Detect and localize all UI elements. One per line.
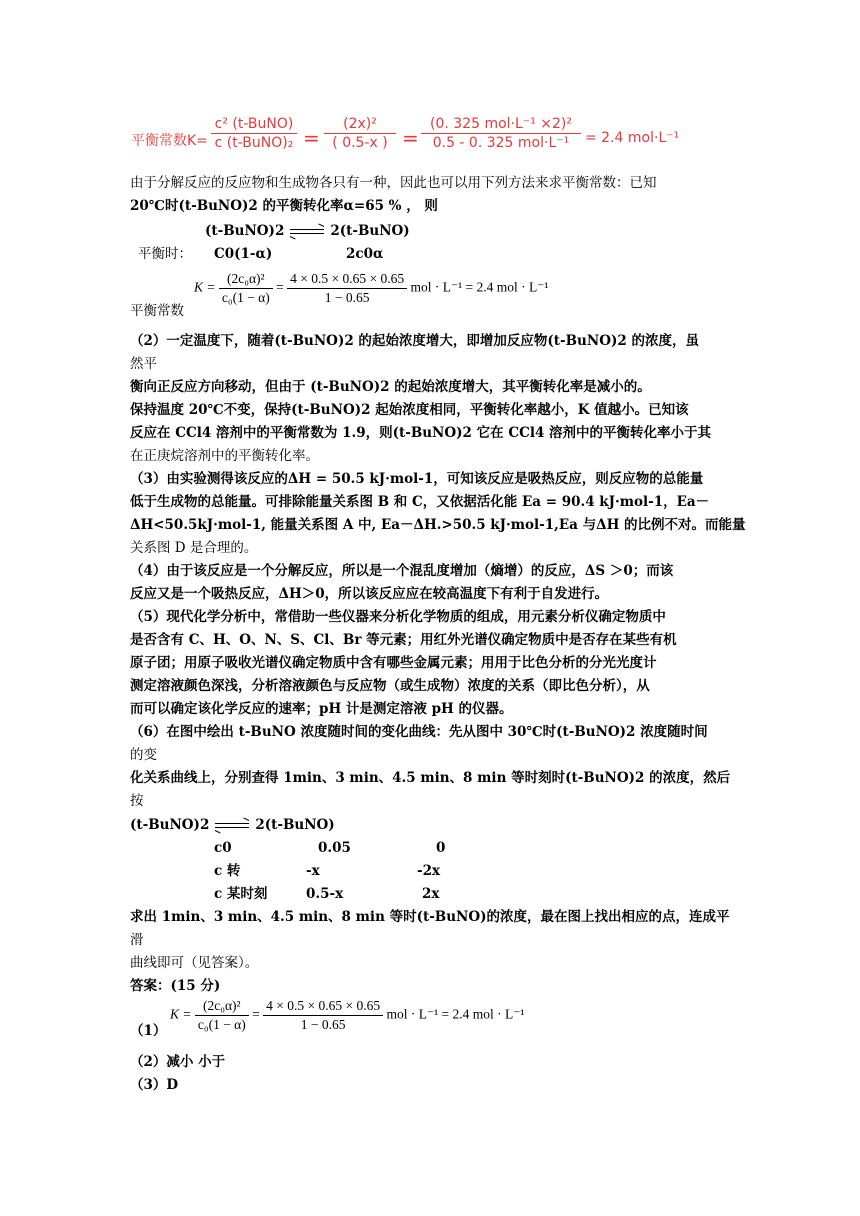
numerator: (2c₀α)² — [195, 997, 249, 1016]
fraction-3 — [421, 116, 581, 151]
paragraph-line: 20℃时(t-BuNO)2 的平衡转化率α=65 % ， 则 — [130, 198, 438, 214]
denominator: c₀(1 − α) — [197, 1017, 246, 1032]
paragraph-line: （5）现代化学分析中，常借助一些仪器来分析化学物质的组成，用元素分析仪确定物质中 — [130, 609, 666, 625]
denominator: 1 − 0.65 — [300, 1017, 346, 1032]
equals-sign: = — [303, 126, 320, 150]
table-row-label: c 某时刻 — [214, 886, 268, 902]
fraction-2-denominator: ( 0.5-x ) — [332, 135, 388, 151]
k-label: 平衡常数 — [130, 303, 184, 319]
equilibrium-constant-equation-image — [131, 113, 691, 165]
equation-result: = 2.4 mol·L⁻¹ — [585, 130, 680, 146]
paragraph-line: 反应又是一个吸热反应，ΔH＞0，所以该反应应在较高温度下有利于自发进行。 — [130, 586, 609, 602]
answer-1-formula: K = $\frac{\text{(2c₀α)²}}{\text{c₀(1 − α)}}$ = $\frac{4 \times 0.5 \times 0.65 \times 0.65}{1 - 0.65}$ mol · L⁻¹ = 2.4 mol · L⁻¹ — [170, 998, 525, 1032]
paragraph-line: （4）由于该反应是一个分解反应，所以是一个混乱度增加（熵增）的反应，ΔS ＞0；而该 — [130, 563, 674, 579]
paragraph-line: 按 — [130, 793, 144, 809]
k-fraction-numeric — [263, 997, 383, 1034]
k-result: mol · L⁻¹ = 2.4 mol · L⁻¹ — [386, 1006, 525, 1022]
paragraph-line: 求出 1min、3 min、4.5 min、8 min 等时(t-BuNO)的浓度，最在图上找出相应的点，连成平 — [130, 909, 730, 925]
paragraph-line: 是否含有 C、H、O、N、S、Cl、Br 等元素；用红外光谱仪确定物质中是否存在某些有机 — [130, 632, 677, 648]
paragraph-line: 原子团；用原子吸收光谱仪确定物质中含有哪些金属元素；用用于比色分析的分光光度计 — [130, 655, 657, 671]
answer-2: （2）减小 小于 — [130, 1054, 226, 1070]
fraction-3-numerator: (0. 325 mol·L⁻¹ ×2)² — [421, 116, 581, 134]
k-symbol: K = — [170, 1006, 192, 1022]
paragraph-line: 而可以确定该化学反应的速率；pH 计是测定溶液 pH 的仪器。 — [130, 701, 513, 717]
k-fraction-symbolic — [195, 997, 249, 1034]
table-cell: 0.05 — [318, 840, 351, 856]
answer-1-label: （1） — [130, 1023, 167, 1039]
paragraph-line: 曲线即可（见答案）。 — [130, 955, 259, 971]
paragraph-line: 反应在 CCl4 溶剂中的平衡常数为 1.9，则(t-BuNO)2 它在 CCl4 溶剂中的平衡转化率小于其 — [130, 425, 712, 441]
table-cell: 0.5-x — [306, 886, 344, 902]
paragraph-line: （3）由实验测得该反应的ΔH = 50.5 kJ·mol-1，可知该反应是吸热反应，则反应物的总能量 — [130, 471, 704, 487]
k-fraction-symbolic — [219, 270, 273, 307]
paragraph-line: 衡向正反应方向移动，但由于 (t-BuNO)2 的起始浓度增大，其平衡转化率是减小的。 — [130, 379, 651, 395]
fraction-2 — [324, 116, 396, 151]
paragraph-line: （6）在图中绘出 t-BuNO 浓度随时间的变化曲线：先从图中 30℃时(t-BuNO)2 浓度随时间 — [130, 724, 708, 740]
table-row-label: c0 — [214, 840, 232, 856]
paragraph-line: 保持温度 20℃不变，保持(t-BuNO)2 起始浓度相同，平衡转化率越小，K 值越小。已知该 — [130, 402, 689, 418]
paragraph-line: 化关系曲线上，分别查得 1min、3 min、4.5 min、8 min 等时刻时(t-BuNO)2 的浓度，然后 — [130, 770, 731, 786]
answer-heading: 答案：(15 分) — [130, 978, 221, 994]
product: 2(t-BuNO) — [255, 817, 335, 833]
paragraph-line: 测定溶液颜色深浅，分析溶液颜色与反应物（或生成物）浓度的关系（即比色分析），从 — [130, 678, 650, 694]
equilibrium-arrow-icon — [290, 227, 324, 237]
answer-3: （3）D — [130, 1077, 179, 1093]
table-cell: 2x — [422, 886, 440, 902]
paragraph-line: 然平 — [130, 356, 157, 372]
equation-label: 平衡常数K= — [131, 133, 208, 149]
paragraph-line: 由于分解反应的反应物和生成物各只有一种，因此也可以用下列方法来求平衡常数：已知 — [130, 175, 657, 191]
equilibrium-row — [138, 243, 192, 266]
paragraph-line: 在正庚烷溶剂中的平衡转化率。 — [130, 448, 319, 464]
paragraph-line: 的变 — [130, 747, 157, 763]
table-row-label: c 转 — [214, 863, 241, 879]
equilibrium-arrow-icon — [215, 821, 249, 831]
fraction-2-numerator: (2x)² — [324, 116, 396, 134]
paragraph-line: 关系图 D 是合理的。 — [130, 540, 258, 556]
k-formula-1: K = $\frac{\text{(2c₀α)²}}{\text{c₀(1 − α)}}$ = $\frac{4 \times 0.5 \times 0.65 \times 0.65}{1 - 0.65}$ mol · L⁻¹ = 2.4 mol · L⁻¹ — [194, 271, 549, 305]
k-result: mol · L⁻¹ = 2.4 mol · L⁻¹ — [410, 279, 549, 295]
table-cell: -x — [306, 863, 320, 879]
reactant: (t-BuNO)2 — [130, 817, 210, 833]
fraction-1-denominator: c (t-BuNO)₂ — [214, 135, 294, 151]
product: 2(t-BuNO) — [330, 223, 410, 239]
k-fraction-numeric — [287, 270, 407, 307]
reaction-equation-1 — [205, 220, 410, 243]
fraction-3-denominator: 0.5 - 0. 325 mol·L⁻¹ — [432, 135, 570, 151]
table-cell: -2x — [417, 863, 441, 879]
k-symbol: K = — [194, 279, 216, 295]
paragraph-line: 滑 — [130, 932, 144, 948]
numerator: 4 × 0.5 × 0.65 × 0.65 — [287, 270, 407, 289]
equilibrium-reactant-conc: C0(1-α) — [214, 246, 273, 262]
numerator: (2c₀α)² — [219, 270, 273, 289]
fraction-1-numerator: c² (t-BuNO) — [211, 116, 297, 134]
denominator: 1 − 0.65 — [324, 290, 370, 305]
paragraph-line: （2）一定温度下，随着(t-BuNO)2 的起始浓度增大，即增加反应物(t-BuNO)2 的浓度，虽 — [130, 333, 699, 349]
denominator: c₀(1 − α) — [221, 290, 270, 305]
paragraph-line: ΔH<50.5kJ·mol-1, 能量关系图 A 中, Ea－ΔH.>50.5 kJ·mol-1,Ea 与ΔH 的比例不对。而能量 — [130, 517, 746, 533]
reactant: (t-BuNO)2 — [205, 223, 285, 239]
reaction-equation-2 — [130, 814, 335, 837]
numerator: 4 × 0.5 × 0.65 × 0.65 — [263, 997, 383, 1016]
row-label: 平衡时： — [138, 246, 192, 262]
equals-sign: = — [402, 126, 419, 150]
fraction-1 — [211, 116, 297, 151]
equilibrium-product-conc: 2c0α — [346, 246, 384, 262]
paragraph-line: 低于生成物的总能量。可排除能量关系图 B 和 C，又依据活化能 Ea = 90.4 kJ·mol-1，Ea－ — [130, 494, 710, 510]
table-cell: 0 — [436, 840, 446, 856]
